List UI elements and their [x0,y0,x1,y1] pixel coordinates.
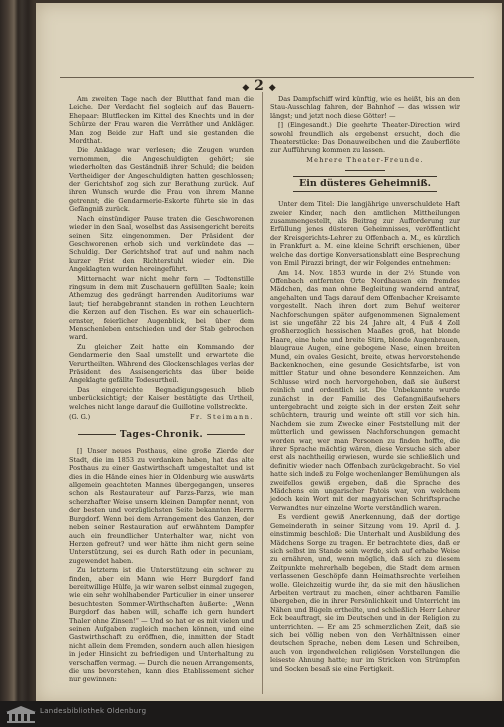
chronik-paragraph: Zu letzterm ist die Unterstützung ein schwer zu finden, aber ein Mann wie Herr Burgdorf fand bereitwillige Hülfe, ja wir waren selbst einmal zugegen, wie ein sehr wohlhabender Particulier in einer unserer besuchtesten Sommer-Wirthschaften äußerte: „Wenn Burgdorf das haben will, schaffe ich gern hundert Thaler ohne Zinsen!“ — Und so hat er es mit vielen und seinen Aufgaben zugleich machen können, und eine Gastwirthschaft zu eröffnen, die, inmitten der Stadt nicht allein dem Fremden, sondern auch allen hiesigen in jeder Hinsicht zu befriedigen und Unterhaltung zu verschaffen vermag. — Durch die neuen Arrangements, die uns bevorstehen, kann dies Etablissement sicher nur gewinnen: [69,566,254,684]
paragraph: Die Anklage war verlesen; die Zeugen wurden vernommen, die Angeschuldigten gehört; sie wiederholten das Geständniß ihrer Schuld; die beiden Vertheidiger der Angeschuldigten hatten geschlossen; der Gerichtshof zog sich zur Berathung zurück. Auf ihren Wunsch wurde die Frau von ihrem Manne getrennt; die Gendarmerie-Eskorte führte sie in das Gefängniß zurück. [69,146,254,214]
article-signature [69,413,254,421]
right-column [270,95,460,674]
section-title-chronik [69,429,254,441]
title-rule-right [207,434,245,435]
separator-rule [345,170,385,171]
theater-signature: Mehrere Theater-Freunde. [306,155,424,164]
paragraph: Das eingereichte Begnadigungsgesuch blieb unberücksichtigt; der Kaiser bestätigte das Urtheil, welches nicht lange darauf die Guillotine vollstreckte. [69,385,254,411]
paragraph: Zu gleicher Zeit hatte ein Kommando der Gendarmerie den Saal umstellt und erwartete die Verurtheilten. Während des Glockenschlages verlas der Präsident des Assisengerichts das über beide Angeklagte gefällte Todesurtheil. [69,342,254,385]
section-title-text: Tages-Chronik. [119,430,204,441]
story-paragraph: Am 14. Nov. 1853 wurde in der 2½ Stunde von Offenbach entfernten Orte Nordhausen ein fremdes Mädchen, das man ohne Begleitung wandernd antraf, angehalten und Tags darauf dem Offenbacher Kreisamte vorgestellt. Nach ihren dort zum Behuf weiterer Nachforschungen später aufgenommenen Signalement ist sie ungefähr 22 bis 24 Jahre alt, 4 Fuß 4 Zoll großherzoglich hessischen Maaßes groß, hat blonde Haare, eine hohe und breite Stirn, blonde Augenbrauen, blaugraue Augen, eine gebogene Nase, einen breiten Mund, ein ovales Gesicht, breite, etwas hervorstehende Backenknochen, eine gesunde Gesichtsfarbe, ist von mittler Statur und ohne besondere Kennzeichen. Am Schlusse wird noch hervorgehoben, daß sie äußerst reinlich und ordentlich ist. Die Unbekannte wurde zunächst in der Familie des Gefangnißaufsehers untergebracht und zeigte sich in der ersten Zeit sehr schüchtern, traurig und weinte oft still vor sich hin. Nachdem sie zum Zwecke einer Feststellung mit der mütterlich und gewissen Nachforschungen gemacht worden war, wer man Personen zu finden hoffte, die ihrer Sprache mächtig wären, diese Versuche sich aber erst als nachtheilig erwiesen, wurde sie schließlich und definitiv wieder nach Offenbach zurückgebracht. So viel hatte sich indeß zu Folge wochenlanger Bemühungen als zweifellos gewiß ergeben, daß die Sprache des Mädchens ein ungarischer Patois war, von welchem jedoch kein Wort mit der magyarischen Schriftsprache Verwandtes nur einzelne Worte verständlich waren. [270,268,460,512]
library-logo-text: Landesbibliothek Oldenburg [40,707,147,715]
column-divider [262,92,263,694]
page-number-text: 2 [254,78,264,94]
ornament-left: ◆ [242,83,250,93]
paragraph: [] (Eingesandt.) Die geehrte Theater-Direction wird sowohl freundlich als ergebenst ersucht, doch die Theaterstücke: Das Donauweibchen und die Zauberflöte zur Aufführung kommen zu lassen. [270,121,460,155]
library-building-logo-icon [4,704,38,724]
title-rule-left [78,434,116,435]
page-number [234,78,284,94]
story-paragraph: Unter dem Titel: Die langjährige unverschuldete Haft zweier Kinder, nach den amtlichen Mittheilungen zusammengestellt, als Beitrag zur Aufforderung zur Erfüllung jenes düsteren Geheimnisses, veröffentlicht der Kreisgerichts-Lehrer zu Offenbach a. M., es kürzlich in Frankfurt a. M. eine kleine Schrift erschienen, über welche das dortige Konversationsblatt eine Besprechung von Emil Pirazzi bringt, der wir Folgendes entnehmen: [270,200,460,268]
paragraph: Am zweiten Tage nach der Blutthat fand man die Leiche. Der Verdacht fiel sogleich auf das Bauern-Ehepaar: Blutflecken im Kittel des Knechts und in der Schürze der Frau waren die Verräther und Ankläger. Man zog Beide zur Haft und sie gestanden die Mordthat. [69,95,254,146]
signature-initials: (G. G.) [69,413,91,422]
paragraph: Das Dampfschiff wird künftig, wie es heißt, bis an den Stau-Ausschlag fahren, der Bahnhof — das wissen wir längst; und jetzt noch diese Götter! — [270,95,460,120]
left-column [69,95,254,685]
signature-author: Fr. Steimann. [189,413,254,422]
paragraph: Mitternacht war nicht mehr fern — Todtenstille ringsum in dem mit Zuschauern gefüllten Saale; kein Athemzug des gedrängt harrenden Auditoriums war laut; tief herabgebrannt standen in rothen Leuchtern die Kerzen auf den Tischen. Es war ein schauerlich-ernster, feierlicher Augenblick, bei über dem Menschenleben entschieden und der Stab gebrochen ward. [69,274,254,342]
story-title [270,176,460,192]
chronik-paragraph: [] Unser neues Posthaus, eine große Zierde der Stadt, die im 1853 zu verdanken haben, hat das alte Posthaus zu einer Gastwirthschaft umgestaltet und ist dies in die Hände eines hier in Oldenburg wie auswärts allgemein geachteten Mannes übergegangen, unseres schon als Restaurateur auf Parzs-Parzs, wie man scherzhafter Weise unsern kleinen Dampfer nennt, von der besten und vorzüglichsten Seite bekannten Herrn Burgdorf. Wenn bei dem Arrangement des Ganzen, der neben seiner Restauration auf erwähntem Dampfer auch ein freundlicher Unterhalter war, nicht von Herzen gefreut? und wer hätte ihm nicht gern seine Unterstützung, sei es durch Rath oder in pecuniam, zugewendet haben. [69,447,254,565]
paragraph: Nach einstündiger Pause traten die Geschworenen wieder in den Saal, woselbst das Assisengericht bereits seinen Sitz eingenommen. Der Präsident der Geschworenen erhob sich und verkündete das — Schuldig. Der Gerichtshof trat auf und nahm nach kurzer Frist den Richterstuhl wieder ein. Die Angeklagten wurden hereingeführt. [69,214,254,274]
ornament-right: ◆ [268,83,276,93]
story-title-text: Ein düsteres Geheimniß. [293,176,437,192]
story-paragraph: Es verdient gewiß Anerkennung, daß der dortige Gemeinderath in seiner Sitzung vom 19. April d. J. einstimmig beschloß: Die Unterhalt und Ausbildung des Mädchens Sorge zu tragen. Er betrachtete dies, daß er sich selbst im Stande sein werde, sich auf erhabe Weise zu ernähren, und, wenn möglich, daß sich zu diesem Zeitpunkte mehrerhalb begeben, die Stadt dem armen verlassenen Geschöpfe dann Heimathsrechte verleihen wolle. Gleichzeitig wurde ihr, da sie mit den häuslichen Arbeiten vertraut zu machen, einer achtbaren Familie übergeben, die in ihrer Persönlichkeit und Unterricht im Nähen und Bügeln ertheilte, und schließlich Herr Lehrer Eck beauftragt, sie im Deutschen und in der Religion zu unterrichten. — Er am 25 schmerzlichen Zeit, daß sie sich bei völlig neben von den Verhältnissen einer deutschen Sprache, neben dem Lesen und Schreiben, auch von irgendwelchen religiösen Vorstellungen die leiseste Ahnung hatte; nur im Stricken von Strümpfen und Socken besaß sie eine Fertigkeit. [270,513,460,673]
